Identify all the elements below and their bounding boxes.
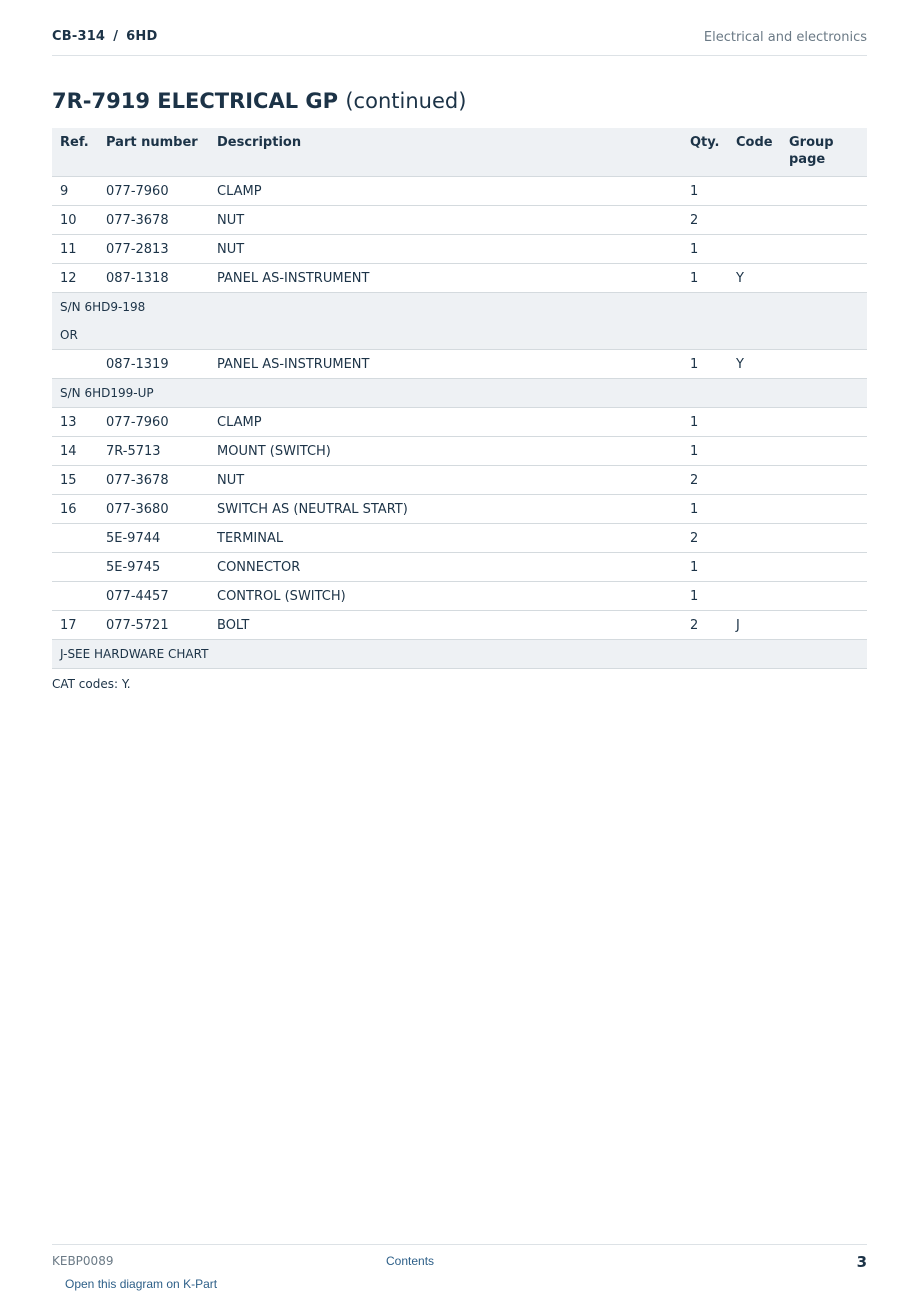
- page-header: [52, 28, 867, 56]
- model-label: [52, 29, 157, 44]
- cell-part-number: 5E-9745: [98, 553, 209, 582]
- cell-description: CONTROL (SWITCH): [209, 582, 682, 611]
- cell-ref: [52, 582, 98, 611]
- cell-qty: 2: [682, 466, 728, 495]
- cat-codes-note: CAT codes: Y.: [52, 677, 131, 691]
- cell-qty: 1: [682, 408, 728, 437]
- cell-qty: 1: [682, 264, 728, 293]
- cell-ref: 13: [52, 408, 98, 437]
- cell-description: PANEL AS-INSTRUMENT: [209, 350, 682, 379]
- cell-code: [728, 408, 781, 437]
- cell-part-number: 087-1319: [98, 350, 209, 379]
- table-row: [52, 611, 867, 640]
- cell-ref: [52, 350, 98, 379]
- cell-part-number: 077-5721: [98, 611, 209, 640]
- continued-label: (continued): [345, 89, 467, 113]
- cell-description: CLAMP: [209, 408, 682, 437]
- serial-note: OR: [52, 321, 867, 350]
- cell-qty: 1: [682, 495, 728, 524]
- cell-part-number: 077-3680: [98, 495, 209, 524]
- cell-qty: 2: [682, 206, 728, 235]
- cell-qty: 1: [682, 350, 728, 379]
- serial-note: S/N 6HD9-198: [52, 293, 867, 322]
- cell-group-page: [781, 408, 867, 437]
- cell-code: [728, 524, 781, 553]
- table-row: [52, 466, 867, 495]
- cell-ref: 12: [52, 264, 98, 293]
- cell-code: Y: [728, 264, 781, 293]
- table-row: [52, 350, 867, 379]
- cell-description: MOUNT (SWITCH): [209, 437, 682, 466]
- cell-group-page: [781, 177, 867, 206]
- cell-group-page: [781, 437, 867, 466]
- cell-description: PANEL AS-INSTRUMENT: [209, 264, 682, 293]
- serial-note-row: [52, 640, 867, 669]
- table-row: [52, 524, 867, 553]
- cell-part-number: 077-3678: [98, 206, 209, 235]
- cell-code: [728, 466, 781, 495]
- cell-description: NUT: [209, 235, 682, 264]
- cell-description: CONNECTOR: [209, 553, 682, 582]
- cell-group-page: [781, 264, 867, 293]
- table-body: [52, 177, 867, 669]
- cell-ref: 9: [52, 177, 98, 206]
- cell-qty: 1: [682, 437, 728, 466]
- page-title: [52, 89, 466, 113]
- document-id: KEBP0089: [52, 1254, 114, 1268]
- cell-code: [728, 495, 781, 524]
- serial-note: J-SEE HARDWARE CHART: [52, 640, 867, 669]
- model-code: 6HD: [126, 29, 158, 44]
- section-name: Electrical and electronics: [703, 30, 867, 45]
- table-row: [52, 553, 867, 582]
- cell-part-number: 077-7960: [98, 408, 209, 437]
- cell-ref: 15: [52, 466, 98, 495]
- cell-group-page: [781, 466, 867, 495]
- cell-code: J: [728, 611, 781, 640]
- cell-part-number: 077-7960: [98, 177, 209, 206]
- table-row: [52, 235, 867, 264]
- open-k-part-link[interactable]: Open this diagram on K-Part: [65, 1277, 218, 1291]
- cell-code: [728, 437, 781, 466]
- cell-group-page: [781, 206, 867, 235]
- cell-code: [728, 177, 781, 206]
- table-row: [52, 495, 867, 524]
- serial-note-row: [52, 321, 867, 350]
- table-header-row: [52, 128, 867, 177]
- cell-ref: 16: [52, 495, 98, 524]
- serial-note-row: [52, 293, 867, 322]
- cell-ref: 17: [52, 611, 98, 640]
- cell-ref: [52, 553, 98, 582]
- cell-ref: 11: [52, 235, 98, 264]
- cell-description: BOLT: [209, 611, 682, 640]
- cell-part-number: 5E-9744: [98, 524, 209, 553]
- table-row: [52, 408, 867, 437]
- cell-group-page: [781, 524, 867, 553]
- cell-qty: 2: [682, 524, 728, 553]
- col-part-number: Part number: [98, 128, 209, 177]
- cell-group-page: [781, 235, 867, 264]
- cell-qty: 1: [682, 177, 728, 206]
- cell-qty: 1: [682, 553, 728, 582]
- serial-note-row: [52, 379, 867, 408]
- cell-description: SWITCH AS (NEUTRAL START): [209, 495, 682, 524]
- cell-part-number: 077-2813: [98, 235, 209, 264]
- page-footer: [52, 1244, 867, 1275]
- cell-code: [728, 553, 781, 582]
- cell-description: NUT: [209, 206, 682, 235]
- parts-table: [52, 128, 867, 669]
- cell-ref: 14: [52, 437, 98, 466]
- cell-code: [728, 235, 781, 264]
- col-qty: Qty.: [682, 128, 728, 177]
- contents-link[interactable]: Contents: [386, 1254, 435, 1268]
- col-ref: Ref.: [52, 128, 98, 177]
- col-code: Code: [728, 128, 781, 177]
- cell-code: [728, 206, 781, 235]
- cell-group-page: [781, 553, 867, 582]
- catalog-code: CB-314: [52, 29, 106, 44]
- cell-group-page: [781, 582, 867, 611]
- cell-part-number: 087-1318: [98, 264, 209, 293]
- cell-code: [728, 582, 781, 611]
- col-description: Description: [209, 128, 682, 177]
- cell-part-number: 077-4457: [98, 582, 209, 611]
- cell-part-number: 7R-5713: [98, 437, 209, 466]
- table-row: [52, 264, 867, 293]
- cell-description: CLAMP: [209, 177, 682, 206]
- cell-qty: 2: [682, 611, 728, 640]
- cell-part-number: 077-3678: [98, 466, 209, 495]
- cell-qty: 1: [682, 582, 728, 611]
- cell-description: NUT: [209, 466, 682, 495]
- model-separator: /: [113, 29, 119, 44]
- col-group-page: Group page: [781, 128, 867, 177]
- cell-group-page: [781, 495, 867, 524]
- group-title: 7R-7919 ELECTRICAL GP: [52, 89, 339, 113]
- cell-group-page: [781, 611, 867, 640]
- cell-qty: 1: [682, 235, 728, 264]
- table-row: [52, 582, 867, 611]
- cell-description: TERMINAL: [209, 524, 682, 553]
- cell-ref: 10: [52, 206, 98, 235]
- table-row: [52, 206, 867, 235]
- cell-code: Y: [728, 350, 781, 379]
- table-row: [52, 177, 867, 206]
- serial-note: S/N 6HD199-UP: [52, 379, 867, 408]
- cell-group-page: [781, 350, 867, 379]
- table-row: [52, 437, 867, 466]
- page-number: 3: [856, 1253, 867, 1271]
- cell-ref: [52, 524, 98, 553]
